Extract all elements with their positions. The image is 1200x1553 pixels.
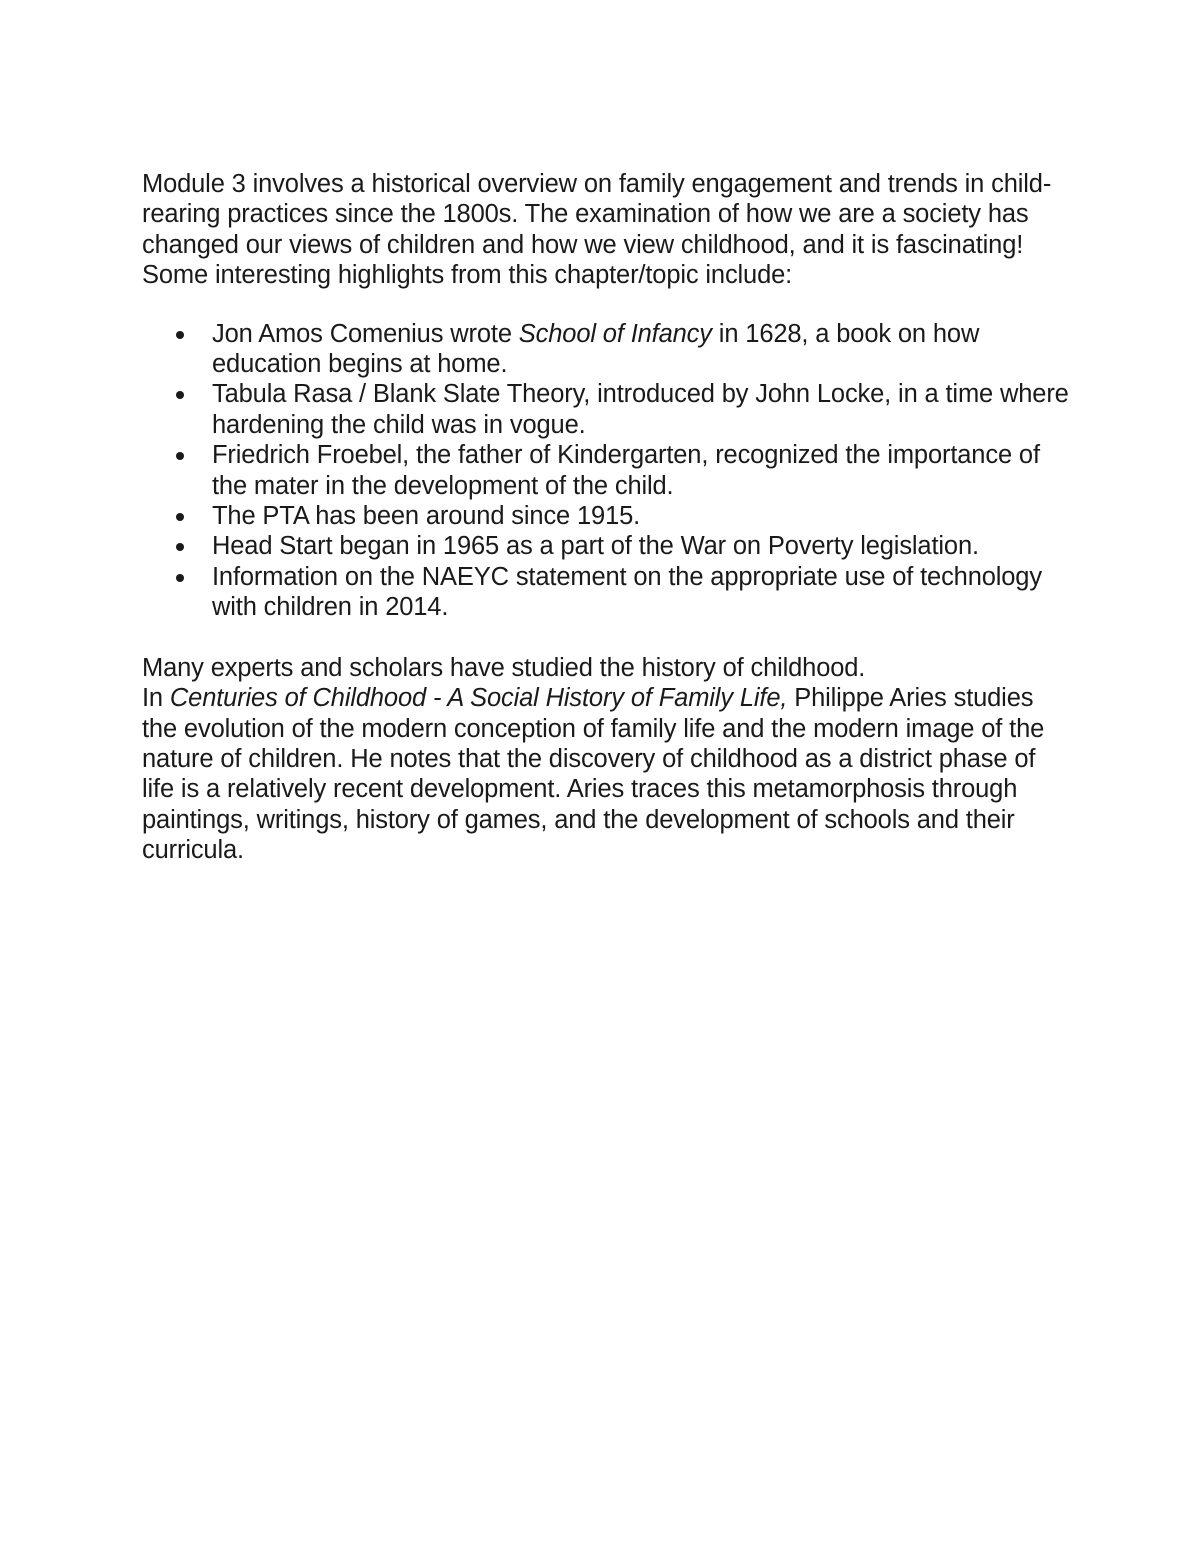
list-item-text-start: Jon Amos Comenius wrote: [212, 319, 519, 348]
list-item-text: Head Start began in 1965 as a part of the War on Poverty legislation.: [212, 532, 979, 561]
list-item-text-end: in 1628, a book on how education begins at home.: [212, 319, 980, 379]
bullet-icon: [176, 574, 184, 582]
book-title: Centuries of Childhood - A Social History of Family Life,: [169, 684, 788, 713]
list-item-text: The PTA has been around since 1915.: [212, 502, 641, 531]
list-item-text: Information on the NAEYC statement on the appropriate use of technology with children in 2014.: [212, 562, 1042, 622]
list-item: [142, 501, 1072, 531]
intro-paragraph: Module 3 involves a historical overview on family engagement and trends in child-rearing practices since the 1800s. The examination of how we are a society has changed our views of children and how we view childhood, and it is fascinating! Some interesting highlights from this chapter/topic include:: [142, 170, 1052, 290]
list-item-text: Tabula Rasa / Blank Slate Theory, introduced by John Locke, in a time where hardening the child was in vogue.: [212, 380, 1069, 439]
highlights-list: [142, 319, 1072, 623]
closing-paragraph: [142, 683, 1072, 865]
closing-text-start: In: [142, 684, 170, 713]
bullet-icon: [176, 543, 184, 551]
list-item: [142, 379, 1072, 440]
list-item: [142, 562, 1072, 623]
list-item: [142, 531, 1072, 561]
book-title: School of Infancy: [518, 319, 712, 348]
closing-line: Many experts and scholars have studied the history of childhood.: [142, 653, 866, 682]
bullet-icon: [176, 452, 184, 460]
bullet-icon: [176, 331, 184, 339]
bullet-icon: [176, 391, 184, 399]
bullet-icon: [176, 513, 184, 521]
document-body: [142, 169, 1072, 866]
list-item: [142, 440, 1072, 501]
list-item-text: Friedrich Froebel, the father of Kindergarten, recognized the importance of the mater in the development of the child.: [212, 441, 1040, 500]
list-item: [142, 319, 1072, 380]
closing-text-end: Philippe Aries studies the evolution of the modern conception of family life and the modern image of the nature of children. He notes that the discovery of childhood as a district phase of life is a relatively recent development. Aries traces this metamorphosis through paintings, writings, history of games, and the development of schools and their curricula.: [142, 684, 1045, 865]
